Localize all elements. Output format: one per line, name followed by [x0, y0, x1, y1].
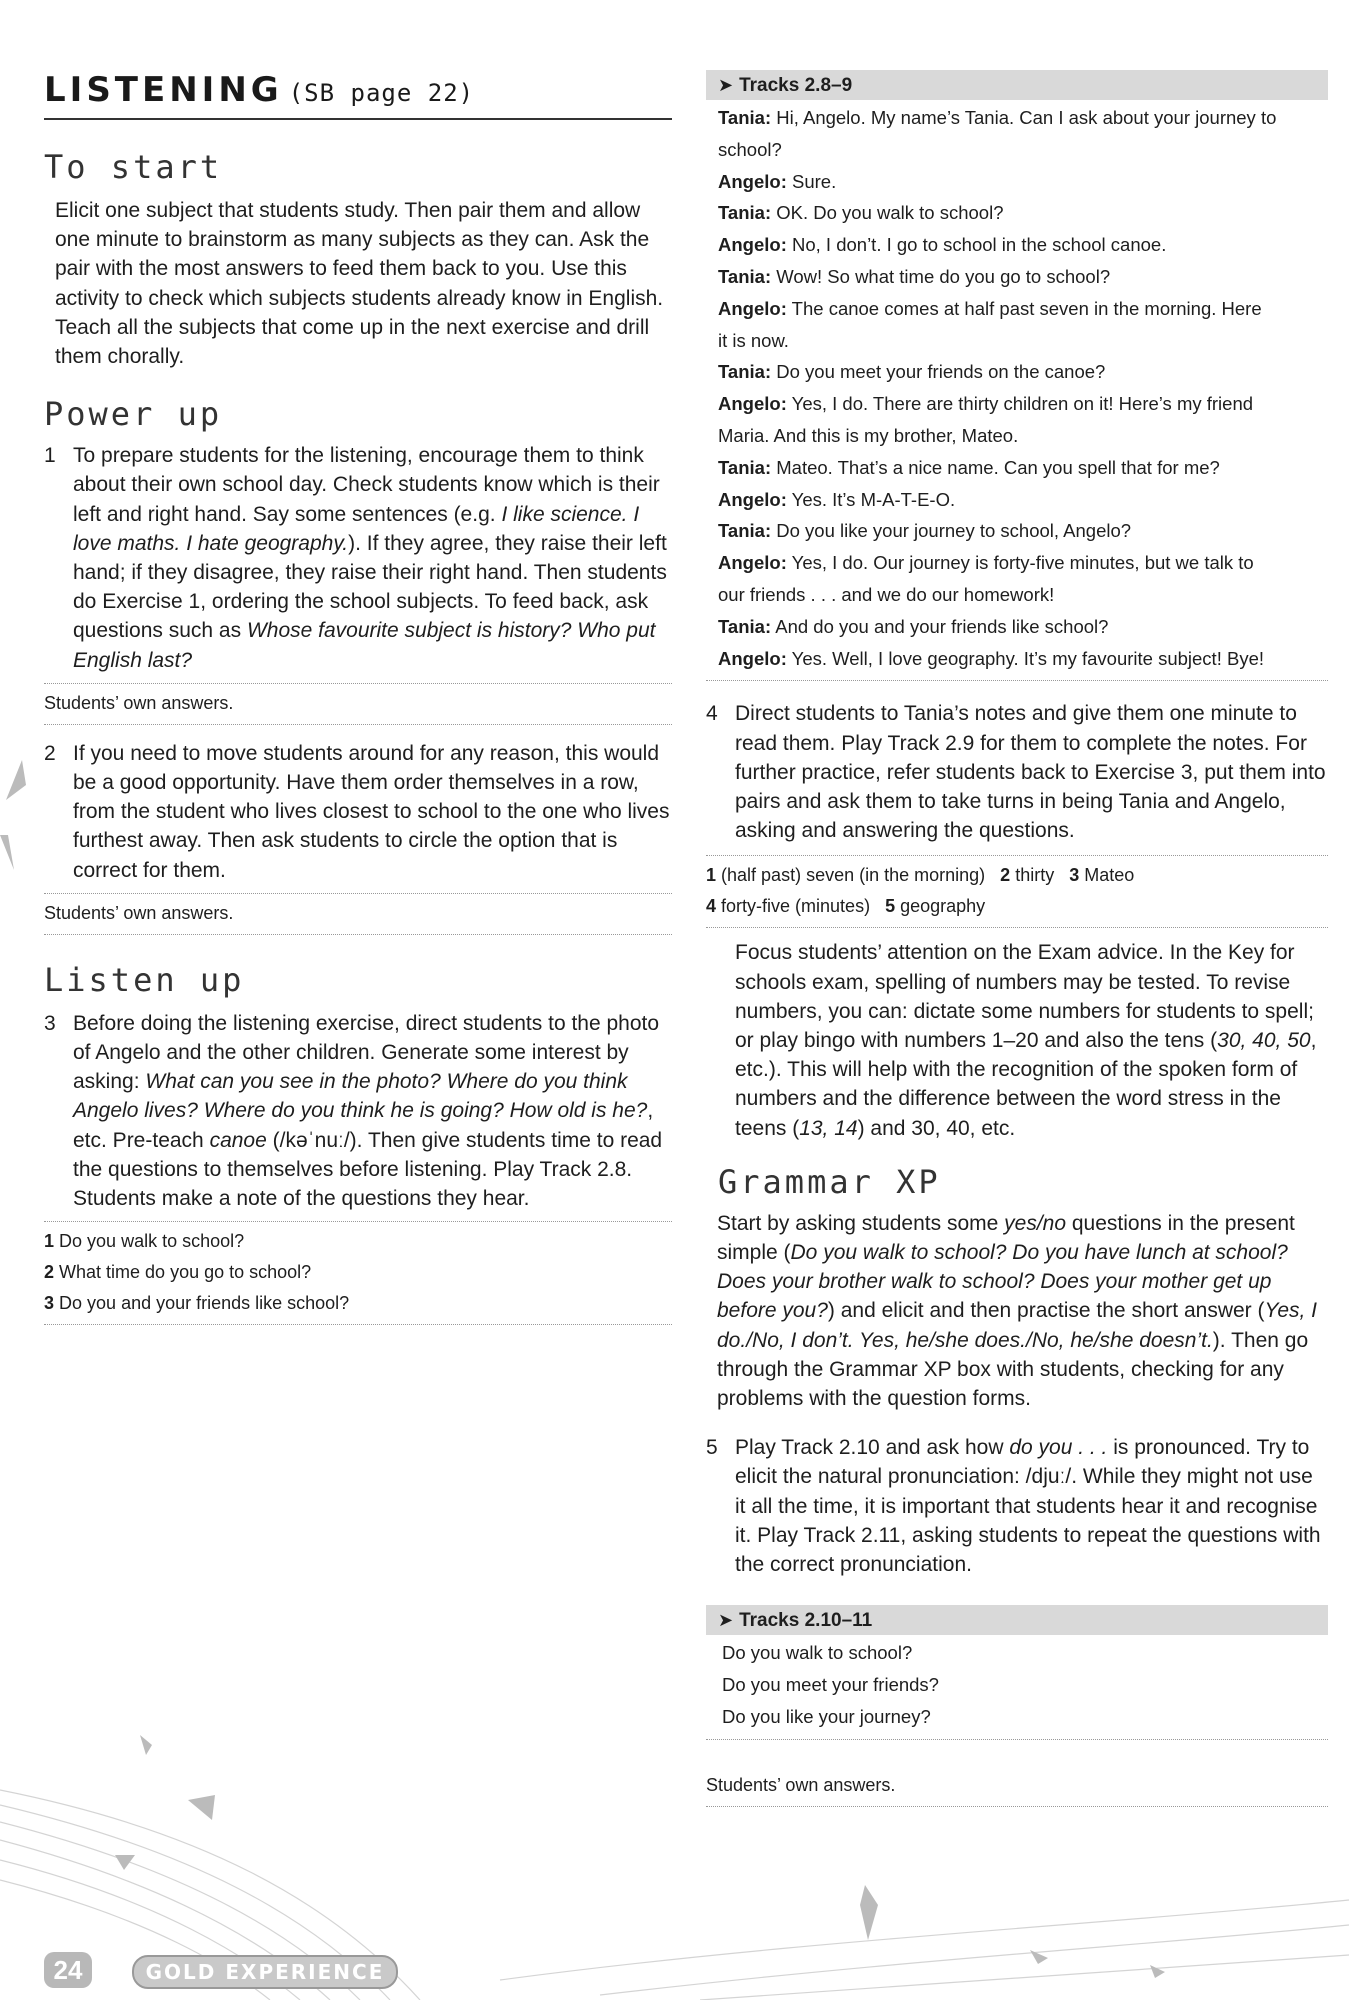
exercise-3 [44, 1009, 672, 1213]
exercise-2-answer: Students’ own answers. [44, 902, 234, 923]
grammar-text-c: ) and elicit and then practise the short answer ( [827, 1299, 1265, 1323]
transcript [706, 102, 1328, 681]
exercise-5 [706, 1433, 1328, 1579]
line-text: OK. Do you walk to school? [776, 202, 1004, 224]
grammar-text-b: questions in the present simple ( [717, 1211, 1295, 1264]
speaker: Angelo: [718, 647, 787, 669]
exercise-3-text-c: (/kəˈnuː/). Then give students time to read the questions to themselves before listening. Play Track 2.8. Students make a note of the questions they hear. [73, 1128, 663, 1211]
exercise-5-text-a: Play Track 2.10 and ask how [735, 1436, 1004, 1460]
speaker: Tania: [718, 520, 772, 542]
line-text: Sure. [792, 170, 837, 192]
answer-text: What time do you go to school? [59, 1262, 312, 1283]
line-text: Yes, I do. There are thirty children on it! Here’s my friend [791, 393, 1254, 415]
answer-number: 2 [1000, 865, 1011, 886]
exam-advice-text-b: , etc.). This will help with the recognition of the spoken form of numbers and the difference between the word stress in the teens ( [735, 1028, 1317, 1140]
line-text: Hi, Angelo. My name’s Tania. Can I ask about your journey to [776, 107, 1277, 128]
transcript-line [706, 515, 1328, 547]
to-start-text: Elicit one subject that students study. Then pair them and allow one minute to brainstorm as many subjects as they can. Ask the pair with the most answers to feed them back to you. Use this activity to check which subjects students already know in English. Teach all the subjects that come up in the next exercise and drill them chorally. [55, 199, 664, 369]
line-text: Do you meet your friends on the canoe? [776, 361, 1106, 383]
heading-listen-up: Listen up [44, 960, 245, 999]
exercise-2 [44, 739, 672, 885]
line-text: Do you like your journey to school, Angelo? [776, 520, 1132, 542]
line-text: school? [718, 138, 782, 160]
answer-line [706, 860, 1328, 891]
exercise-3-italic-a: What can you see in the photo? Where do you think Angelo lives? Where do you think he is going? How old is he? [73, 1070, 648, 1123]
tracks-2-lines [706, 1637, 1328, 1732]
answer-number: 2 [44, 1262, 55, 1283]
exercise-4-number: 4 [706, 702, 718, 726]
exercise-1-italic-a: I like science. I love maths. I hate geography. [73, 502, 640, 555]
brand-logo: GOLD EXPERIENCE [132, 1955, 398, 1989]
track-line: Do you like your journey? [722, 1705, 931, 1727]
exam-advice-text-a: Focus students’ attention on the Exam advice. In the Key for schools exam, spelling of numbers may be tested. To revise numbers, you can: dictate some numbers for students to spell; or play bingo with numbers 1–20 and also the tens ( [735, 941, 1314, 1052]
answer-number: 3 [44, 1293, 55, 1314]
answer-line [44, 1257, 672, 1288]
transcript-line [706, 356, 1328, 388]
track-line: Do you walk to school? [722, 1642, 913, 1664]
speaker: Angelo: [718, 170, 787, 192]
exercise-4 [706, 699, 1328, 845]
speaker: Tania: [718, 456, 772, 478]
line-text: Yes, I do. Our journey is forty-five minutes, but we talk to [791, 552, 1254, 574]
exercise-5-number: 5 [706, 1436, 718, 1460]
answer-number: 5 [885, 896, 896, 917]
transcript-line [706, 484, 1328, 516]
line-text: No, I don’t. I go to school in the school canoe. [792, 234, 1167, 256]
exam-advice-text [706, 938, 1328, 1142]
line-text: Wow! So what time do you go to school? [776, 265, 1111, 287]
exercise-1-text-a: To prepare students for the listening, encourage them to think about their own school day. Check students know which is their left and right hand. Say some sentences (e.g. [73, 444, 660, 526]
transcript-line [706, 197, 1328, 229]
line-text: And do you and your friends like school? [775, 615, 1109, 637]
answer-text: Mateo [1084, 865, 1135, 886]
exam-advice-text-c: ) and 30, 40, etc. [857, 1116, 1016, 1140]
exam-advice-italic-b: 13, 14 [799, 1116, 858, 1140]
speaker: Tania: [718, 202, 772, 224]
transcript-line [706, 420, 1328, 452]
transcript-line [706, 166, 1328, 198]
answer-text: (half past) seven (in the morning) [721, 865, 986, 886]
speaker: Angelo: [718, 393, 787, 415]
grammar-text [706, 1209, 1328, 1413]
right-column [706, 70, 1328, 1807]
line-text: Yes. It’s M-A-T-E-O. [791, 488, 956, 510]
heading-power-up: Power up [44, 395, 223, 434]
speaker: Angelo: [718, 552, 787, 574]
transcript-line [706, 102, 1328, 134]
transcript-line [706, 452, 1328, 484]
heading-grammar-xp: Grammar XP [718, 1162, 941, 1201]
answer-line [44, 1226, 672, 1257]
answer-number: 3 [1069, 865, 1080, 886]
grammar-italic-a: yes/no [1004, 1211, 1067, 1235]
grammar-italic-c: Yes, I do./No, I don’t. Yes, he/she does./No, he/she doesn’t. [717, 1299, 1318, 1352]
exercise-3-italic-b: canoe [209, 1128, 267, 1152]
speaker: Tania: [718, 107, 772, 128]
transcript-line [706, 229, 1328, 261]
track-arrow-icon: ➤ [718, 75, 734, 95]
speaker: Angelo: [718, 234, 787, 256]
exercise-3-text-b: , etc. Pre-teach [73, 1099, 654, 1152]
heading-to-start: To start [44, 148, 223, 186]
tracks-header-1 [706, 70, 1328, 100]
track-line: Do you meet your friends? [722, 1674, 939, 1696]
exercise-2-answer-box [44, 893, 672, 935]
exercise-1-text-b: ). If they agree, they raise their left hand; if they disagree, they raise their right hand. Then students do Exercise 1, ordering the school subjects. To feed back, ask questions such as [73, 531, 667, 643]
line-text: Yes. Well, I love geography. It’s my favourite subject! Bye! [791, 647, 1264, 669]
transcript-line [706, 134, 1328, 166]
transcript-line [706, 579, 1328, 611]
grammar-text-d: ). Then go through the Grammar XP box with students, checking for any problems with the question forms. [717, 1328, 1309, 1410]
exercise-3-text-a: Before doing the listening exercise, direct students to the photo of Angelo and the other children. Generate some interest by asking: [73, 1011, 660, 1094]
answer-number: 1 [706, 865, 717, 886]
exam-advice-italic-a: 30, 40, 50 [1217, 1028, 1311, 1052]
answer-line [44, 1288, 672, 1319]
line-text: our friends . . . and we do our homework! [718, 583, 1055, 605]
answer-text: Do you and your friends like school? [59, 1293, 350, 1314]
speaker: Angelo: [718, 488, 787, 510]
exercise-1-answer-box [44, 683, 672, 725]
transcript-line [706, 325, 1328, 357]
exercise-3-number: 3 [44, 1011, 56, 1035]
answer-text: geography [900, 896, 986, 917]
answer-text: thirty [1015, 865, 1055, 886]
speaker: Tania: [718, 361, 772, 383]
answer-text: Do you walk to school? [59, 1231, 245, 1252]
answer-line [706, 891, 1328, 922]
exercise-3-answer-box [44, 1221, 672, 1325]
title-divider [44, 118, 672, 120]
exercise-1 [44, 441, 672, 675]
line-text: The canoe comes at half past seven in the morning. Here [791, 297, 1262, 319]
line-text: Mateo. That’s a nice name. Can you spell that for me? [776, 456, 1220, 478]
exercise-1-answer: Students’ own answers. [44, 692, 234, 713]
tracks-label-1: Tracks 2.8–9 [739, 75, 853, 96]
transcript-line [706, 388, 1328, 420]
exercise-5-answer: Students’ own answers. [706, 1774, 896, 1795]
transcript-line [706, 611, 1328, 643]
exercise-5-text-b: is pronounced. Try to elicit the natural pronunciation: /djuː/. While they might not use it all the time, it is important that students hear it and recognise it. Play Track 2.11, asking students to repeat the questions with the correct pronunciation. [735, 1436, 1321, 1577]
page-title-text: LISTENING [44, 70, 283, 110]
page-title [44, 70, 672, 110]
answer-number: 1 [44, 1231, 55, 1252]
page-number: 24 [44, 1952, 92, 1988]
grammar-italic-b: Do you walk to school? Do you have lunch at school? Does your brother walk to school? Does your mother get up before you? [717, 1240, 1288, 1323]
exercise-4-text: Direct students to Tania’s notes and give them one minute to read them. Play Track 2.9 for them to complete the notes. For further practice, refer students back to Exercise 3, put them into pairs and ask them to take turns in being Tania and Angelo, asking and answering the questions. [735, 702, 1326, 843]
speaker: Tania: [718, 265, 772, 287]
tracks-header-2 [706, 1605, 1328, 1635]
exercise-4-answer-box [706, 855, 1328, 928]
exercise-2-number: 2 [44, 741, 56, 765]
tracks-box-2 [706, 1605, 1328, 1739]
exercise-2-text: If you need to move students around for any reason, this would be a good opportunity. Have them order themselves in a row, from the student who lives closest to school to the one who lives furthest away. Then ask students to circle the option that is correct for them. [73, 741, 670, 882]
transcript-line [706, 643, 1328, 675]
exercise-5-italic-a: do you . . . [1009, 1436, 1108, 1460]
speaker: Angelo: [718, 297, 787, 319]
transcript-line [706, 547, 1328, 579]
speaker: Tania: [718, 615, 772, 637]
transcript-line [706, 261, 1328, 293]
answer-text: forty-five (minutes) [721, 896, 871, 917]
track-arrow-icon: ➤ [718, 1610, 734, 1631]
transcript-line [706, 293, 1328, 325]
exercise-5-answer-box [706, 1766, 1328, 1807]
exercise-1-italic-b: Whose favourite subject is history? Who put English last? [73, 619, 656, 672]
left-column [44, 70, 672, 1325]
page-subtitle: (SB page 22) [288, 79, 475, 107]
exercise-1-number: 1 [44, 444, 56, 468]
grammar-text-a: Start by asking students some [717, 1211, 999, 1235]
line-text: Maria. And this is my brother, Mateo. [718, 424, 1019, 446]
line-text: it is now. [718, 329, 789, 351]
answer-number: 4 [706, 896, 717, 917]
tracks-label-2: Tracks 2.10–11 [739, 1610, 873, 1632]
